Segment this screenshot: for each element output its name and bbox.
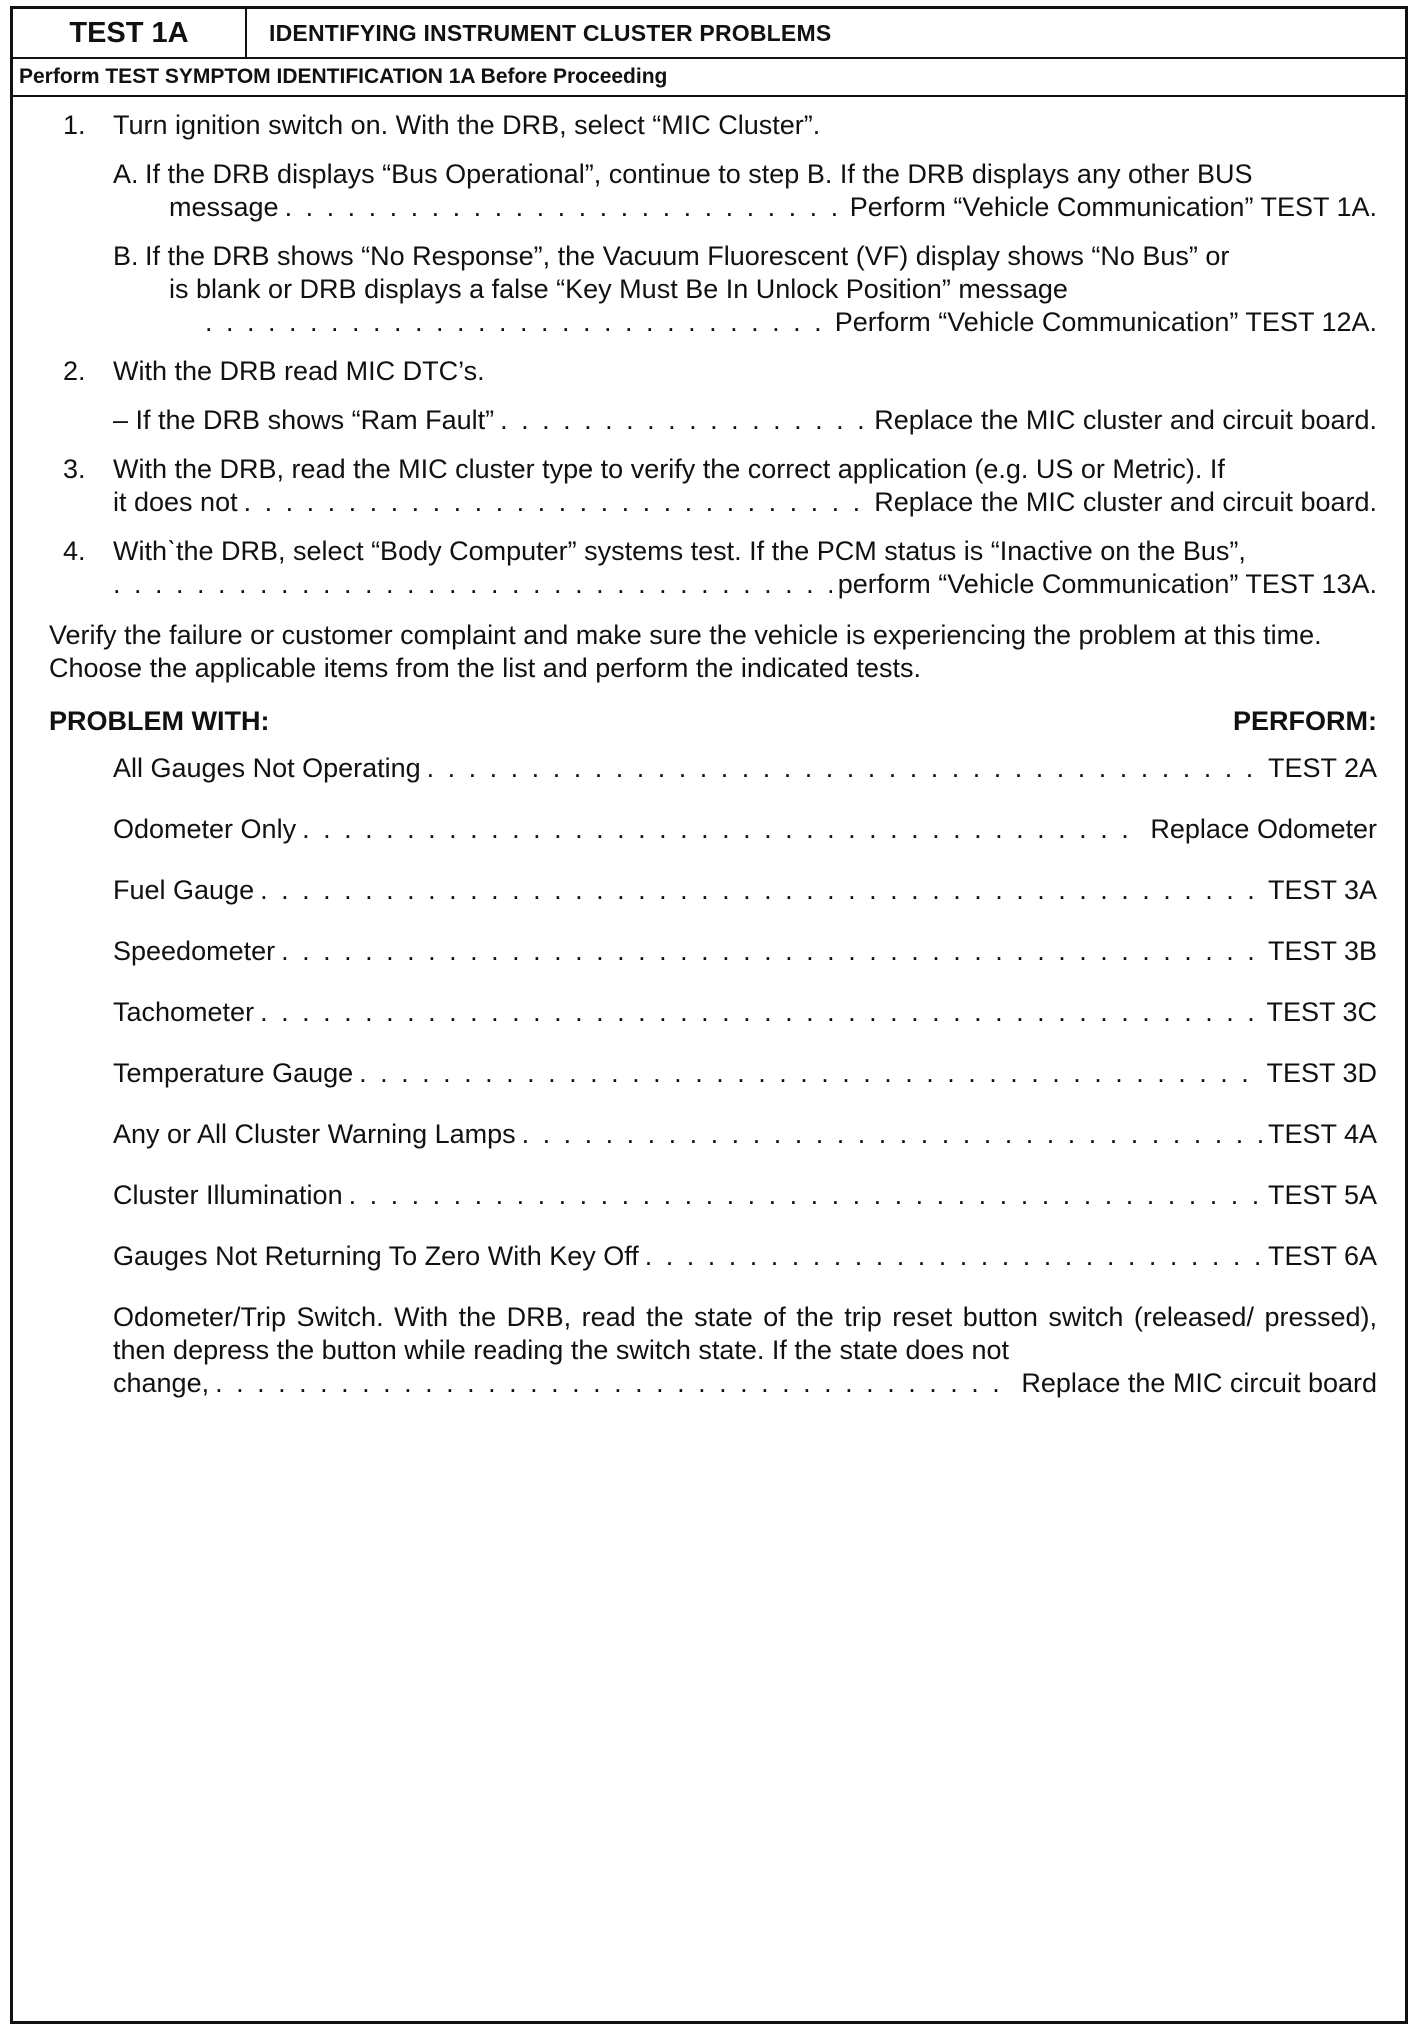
- step-number: 3.: [63, 454, 86, 484]
- problem-row: [113, 935, 1377, 968]
- leader-line: [145, 306, 1377, 339]
- problem-row: [113, 1057, 1377, 1090]
- document-sheet: [10, 6, 1408, 2024]
- test-code: TEST 1A: [13, 9, 247, 57]
- step-text: Withˋthe DRB, select “Body Computer” systems test. If the PCM status is “Inactive on the Bus”,: [113, 536, 1246, 566]
- leader-line: [113, 486, 1377, 519]
- step-4: [49, 535, 1377, 601]
- substep-letter: B.: [113, 241, 139, 271]
- problem-row: [113, 1240, 1377, 1273]
- leader-line: [145, 191, 1377, 224]
- perform-test: Replace Odometer: [1150, 814, 1377, 844]
- leader-line: [113, 404, 1377, 437]
- leader-label: – If the DRB shows “Ram Fault”: [113, 405, 495, 435]
- leader-label: message: [169, 192, 279, 222]
- leader-result: Perform “Vehicle Communication” TEST 12A.: [834, 307, 1377, 337]
- dot-leader: [260, 874, 1262, 907]
- perform-column-header: PERFORM:: [1233, 706, 1377, 736]
- leader-result: Perform “Vehicle Communication” TEST 1A.: [849, 192, 1377, 222]
- perform-test: TEST 2A: [1267, 753, 1377, 783]
- document-body: [13, 97, 1405, 1400]
- dot-leader: [281, 935, 1262, 968]
- problem-label: Tachometer: [113, 997, 255, 1027]
- problem-label: Speedometer: [113, 936, 276, 966]
- problem-row: [113, 1118, 1377, 1151]
- dot-leader: [215, 1367, 1015, 1400]
- dot-leader: [359, 1057, 1260, 1090]
- verify-paragraph: Verify the failure or customer complaint and make sure the vehicle is experiencing the problem at this time. Choose the applicable items from the list and perform the indicated tests.: [49, 620, 1322, 683]
- leader-label: it does not: [113, 487, 238, 517]
- substep-text-cont: is blank or DRB displays a false “Key Must Be In Unlock Position” message: [169, 274, 1068, 304]
- substep-text: If the DRB displays “Bus Operational”, continue to step B. If the DRB displays any other BUS: [145, 159, 1253, 189]
- problem-column-header: PROBLEM WITH:: [49, 706, 270, 736]
- leader-line: [113, 568, 1377, 601]
- step-text: With the DRB read MIC DTC’s.: [113, 356, 485, 386]
- leader-label: change,: [113, 1368, 210, 1398]
- problem-list: [49, 752, 1377, 1273]
- perform-test: TEST 6A: [1267, 1241, 1377, 1271]
- problem-label: Temperature Gauge: [113, 1058, 354, 1088]
- trip-switch-paragraph: [49, 1301, 1377, 1400]
- problem-row: [113, 813, 1377, 846]
- dot-leader: [500, 404, 868, 437]
- leader-result: Replace the MIC cluster and circuit board.: [874, 405, 1377, 435]
- problem-label: All Gauges Not Operating: [113, 753, 421, 783]
- step-text: With the DRB, read the MIC cluster type to verify the correct application (e.g. US or Metric). If: [113, 454, 1225, 484]
- problem-row: [113, 1179, 1377, 1212]
- dot-leader: [113, 568, 832, 601]
- perform-test: TEST 3C: [1266, 997, 1377, 1027]
- problem-label: Any or All Cluster Warning Lamps: [113, 1119, 516, 1149]
- step-1a: [49, 158, 1377, 224]
- problem-label: Fuel Gauge: [113, 875, 255, 905]
- step-number: 4.: [63, 536, 86, 566]
- perform-test: TEST 4A: [1267, 1119, 1377, 1149]
- problem-row: [113, 874, 1377, 907]
- step-3: [49, 453, 1377, 519]
- dot-leader: [244, 486, 869, 519]
- problem-row: [113, 752, 1377, 785]
- substep-letter: A.: [113, 159, 139, 189]
- problem-label: Cluster Illumination: [113, 1180, 343, 1210]
- step-number: 2.: [63, 356, 86, 386]
- trip-switch-text: Odometer/Trip Switch. With the DRB, read the state of the trip reset button switch (released/ pressed), then depress the button while reading the switch state. If the state does not: [113, 1302, 1377, 1365]
- perform-test: TEST 3D: [1266, 1058, 1377, 1088]
- dot-leader: [349, 1179, 1262, 1212]
- leader-result: perform “Vehicle Communication” TEST 13A.: [837, 569, 1377, 599]
- subtitle: Perform TEST SYMPTOM IDENTIFICATION 1A Before Proceeding: [13, 59, 1405, 97]
- step-1b: [49, 240, 1377, 339]
- problem-label: Odometer Only: [113, 814, 297, 844]
- problem-row: [113, 996, 1377, 1029]
- perform-test: TEST 3A: [1267, 875, 1377, 905]
- dot-leader: [522, 1118, 1262, 1151]
- step-2: [49, 355, 1377, 388]
- perform-test: TEST 3B: [1267, 936, 1377, 966]
- problem-label: Gauges Not Returning To Zero With Key Off: [113, 1241, 639, 1271]
- dot-leader: [645, 1240, 1262, 1273]
- dot-leader: [205, 306, 829, 339]
- dot-leader: [302, 813, 1144, 846]
- substep-text: If the DRB shows “No Response”, the Vacuum Fluorescent (VF) display shows “No Bus” or: [145, 241, 1230, 271]
- dot-leader: [260, 996, 1260, 1029]
- perform-test: TEST 5A: [1267, 1180, 1377, 1210]
- header: [13, 9, 1405, 59]
- dot-leader: [285, 191, 844, 224]
- leader-result: Replace the MIC circuit board: [1021, 1368, 1377, 1398]
- step-1: [49, 109, 1377, 142]
- leader-result: Replace the MIC cluster and circuit board.: [874, 487, 1377, 517]
- step-2-bullet: [49, 404, 1377, 437]
- column-headers: [49, 705, 1377, 738]
- step-text: Turn ignition switch on. With the DRB, select “MIC Cluster”.: [113, 110, 821, 140]
- step-number: 1.: [63, 110, 86, 140]
- leader-line: [113, 1367, 1377, 1400]
- dot-leader: [427, 752, 1262, 785]
- page-title: IDENTIFYING INSTRUMENT CLUSTER PROBLEMS: [269, 19, 832, 46]
